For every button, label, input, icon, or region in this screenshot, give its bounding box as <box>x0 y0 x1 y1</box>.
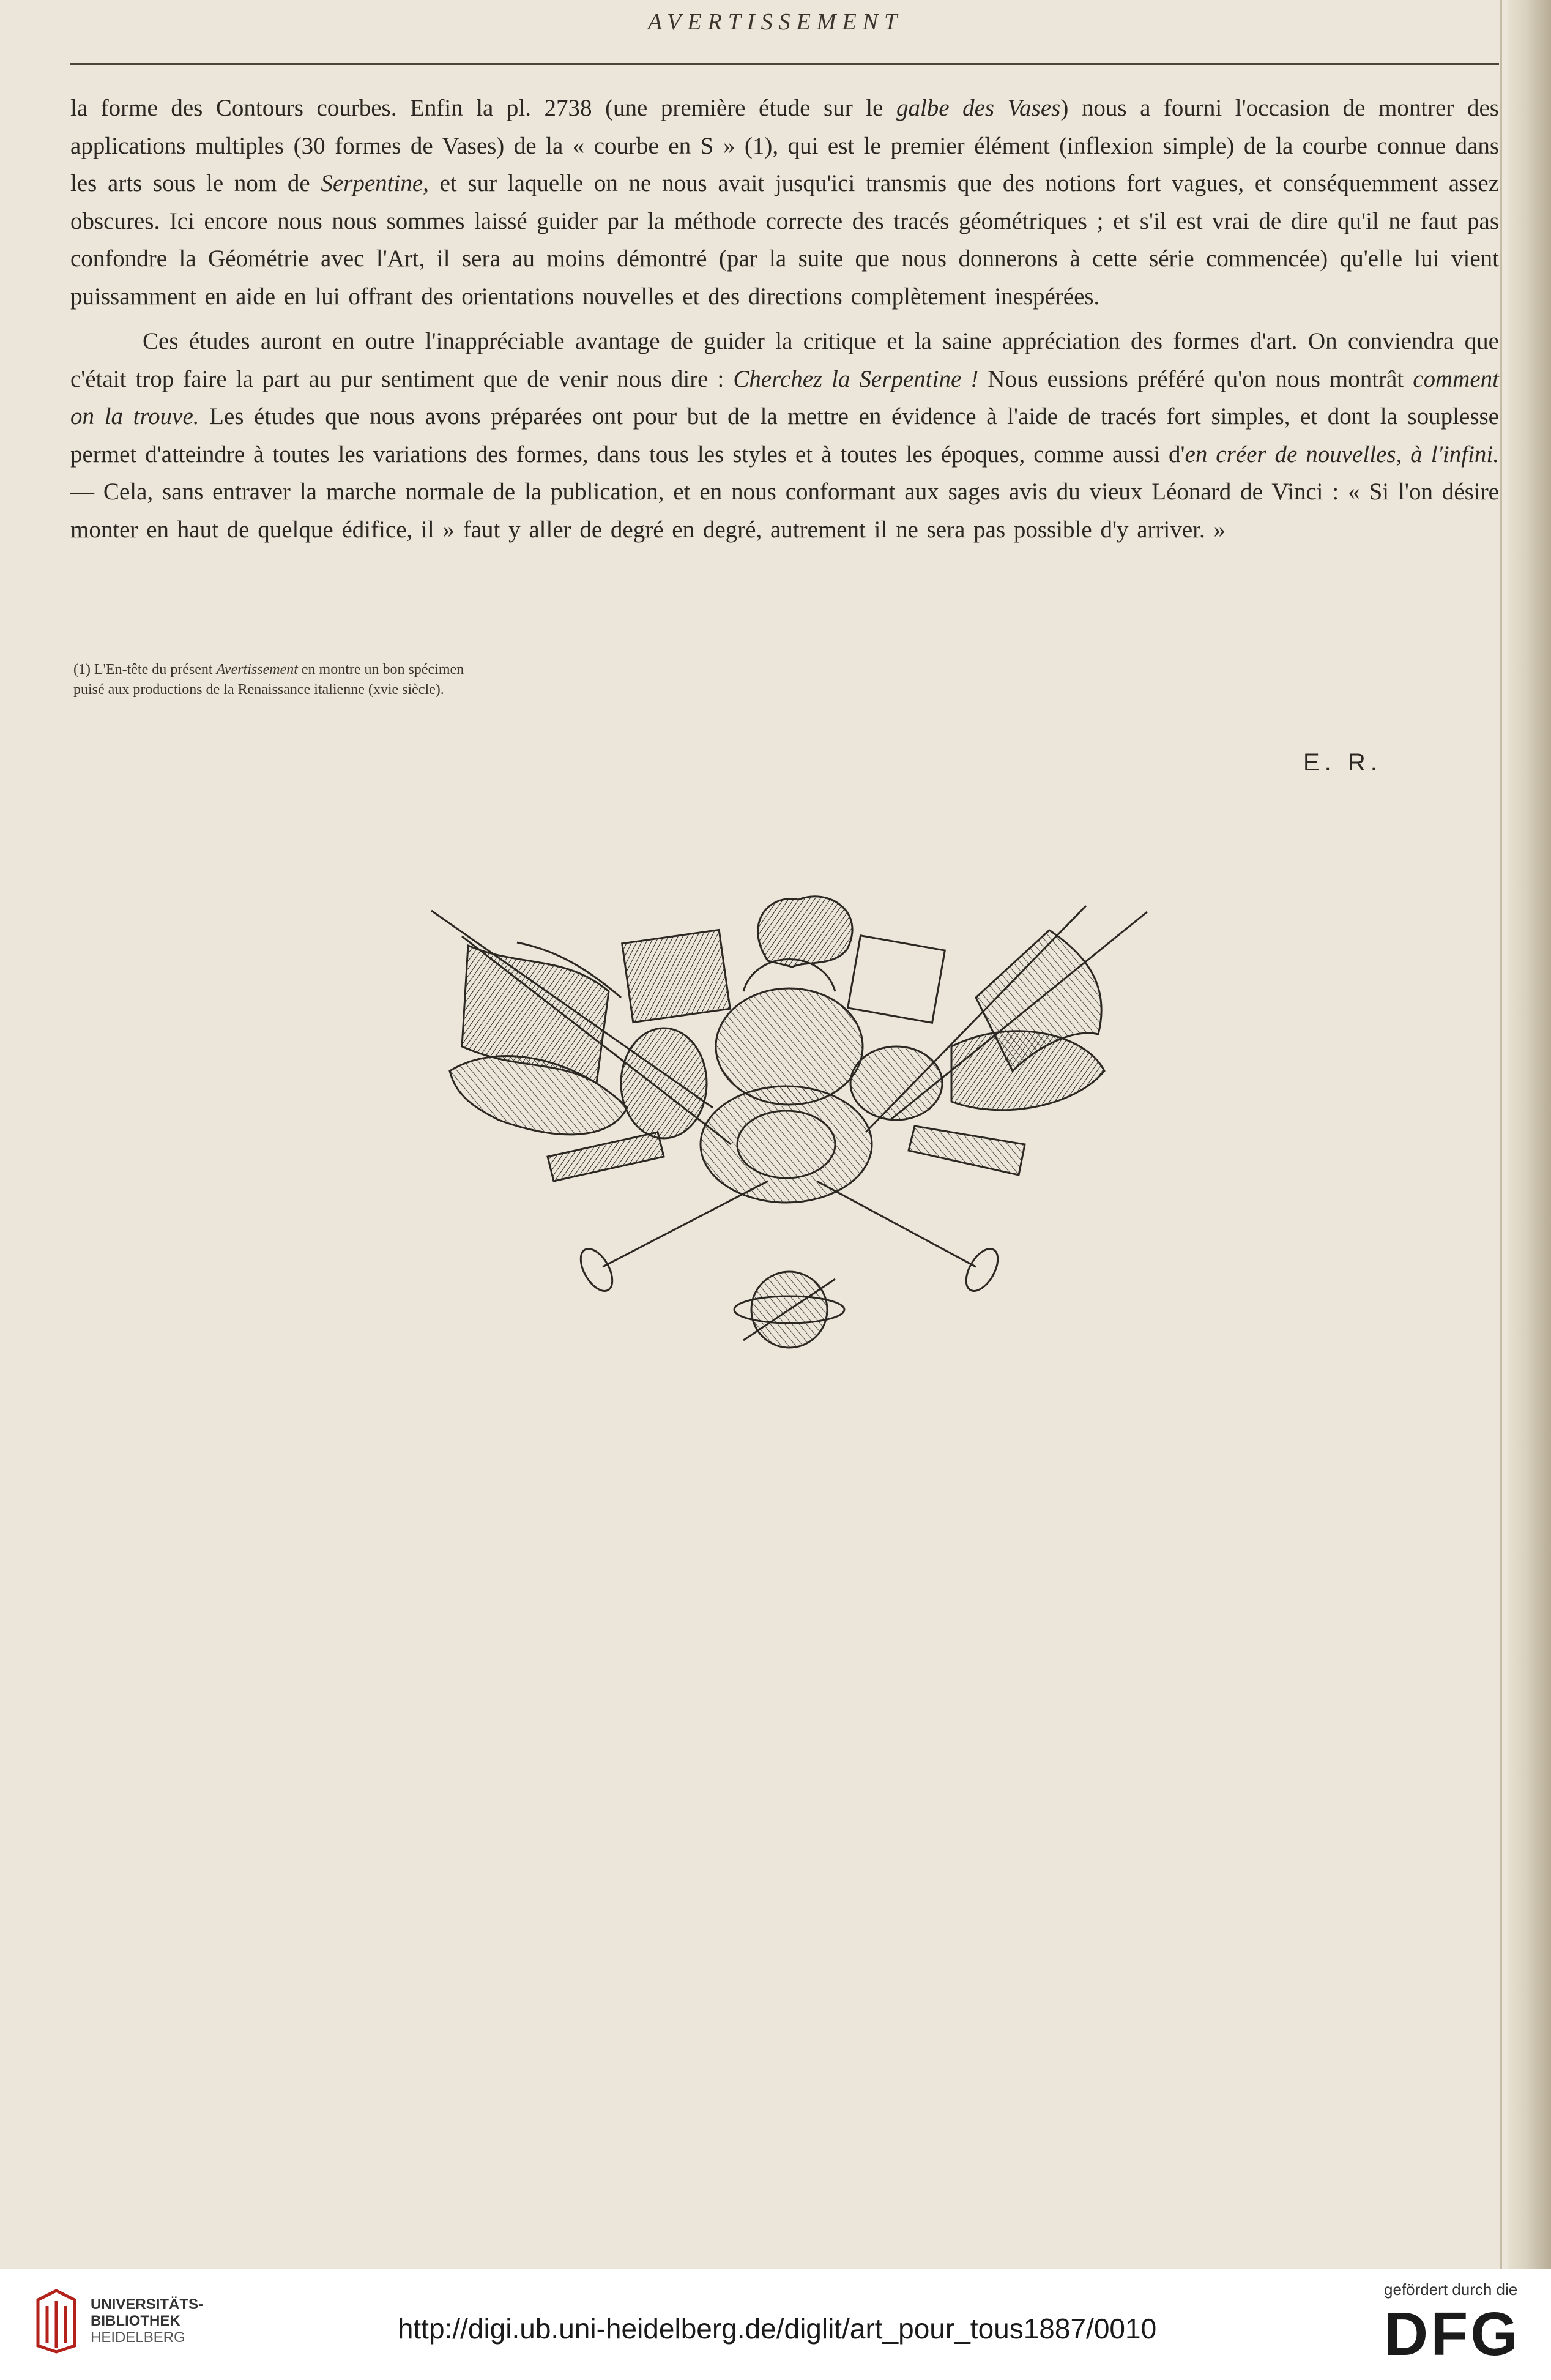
running-head: AVERTISSEMENT <box>647 9 904 35</box>
trophy-vignette-icon <box>425 887 1153 1352</box>
page-edge-shadow <box>1500 0 1502 2269</box>
header-rule <box>70 63 1499 65</box>
footnote: (1) L'En-tête du présent Avertissement en montre un bon spécimen puisé aux productions de la Renaissance italienne (xvie siècle). <box>73 662 464 698</box>
paragraph-1: la forme des Contours courbes. Enfin la pl. 2738 (une première étude sur le galbe des Vases) nous a fourni l'occasion de montrer des applications multiples (30 formes de Vases) de la « courbe en S » (1), qui est le premier élément (inflexion simple) de la courbe connue dans les arts sous le nom de Serpentine, et sur laquelle on ne nous avait jusqu'ici transmis que des notions fort vagues, et conséquemment assez obscures. Ici encore nous nous sommes laissé guider par la méthode correcte des tracés géométriques ; et s'il est vrai de dire qu'il ne faut pas confondre la Géométrie avec l'Art, il sera au moins démontré (par la suite que nous donnerons à cette série commencée) qu'elle lui vient puissamment en aide en lui offrant des orientations nouvelles et des directions complètement inespérées. <box>70 95 1500 310</box>
permalink-url[interactable]: http://digi.ub.uni-heidelberg.de/diglit/art_pour_tous1887/0010 <box>397 2313 1157 2345</box>
signature: E. R. <box>1303 749 1382 776</box>
dfg-logo: DFG <box>1384 2300 1521 2368</box>
funding-caption: gefördert durch die <box>1384 2280 1518 2299</box>
page-edge <box>1508 0 1551 2269</box>
paragraph-2: Ces études auront en outre l'inappréciable avantage de guider la critique et la saine appréciation des formes d'art. On conviendra que c'était trop faire la part au pur sentiment que de venir nous dire : Cherchez la Serpentine ! Nous eussions préféré qu'on nous montrât comment on la trouve. Les études que nous avons préparées ont pour but de la mettre en évidence à l'aide de tracés fort simples, et dont la souplesse permet d'atteindre à toutes les variations des formes, dans tous les styles et à toutes les époques, comme aussi d'en créer de nouvelles, à l'infini. — Cela, sans entraver la marche normale de la publication, et en nous conformant aux sages avis du vieux Léonard de Vinci : « Si l'on désire monter en haut de quelque édifice, il » faut y aller de degré en degré, autrement il ne sera pas possible d'y arriver. » <box>70 328 1500 543</box>
body-text <box>70 89 1499 548</box>
ub-heidelberg-logo-icon <box>32 2288 81 2355</box>
library-name: UNIVERSITÄTS- BIBLIOTHEK HEIDELBERG <box>91 2296 204 2346</box>
